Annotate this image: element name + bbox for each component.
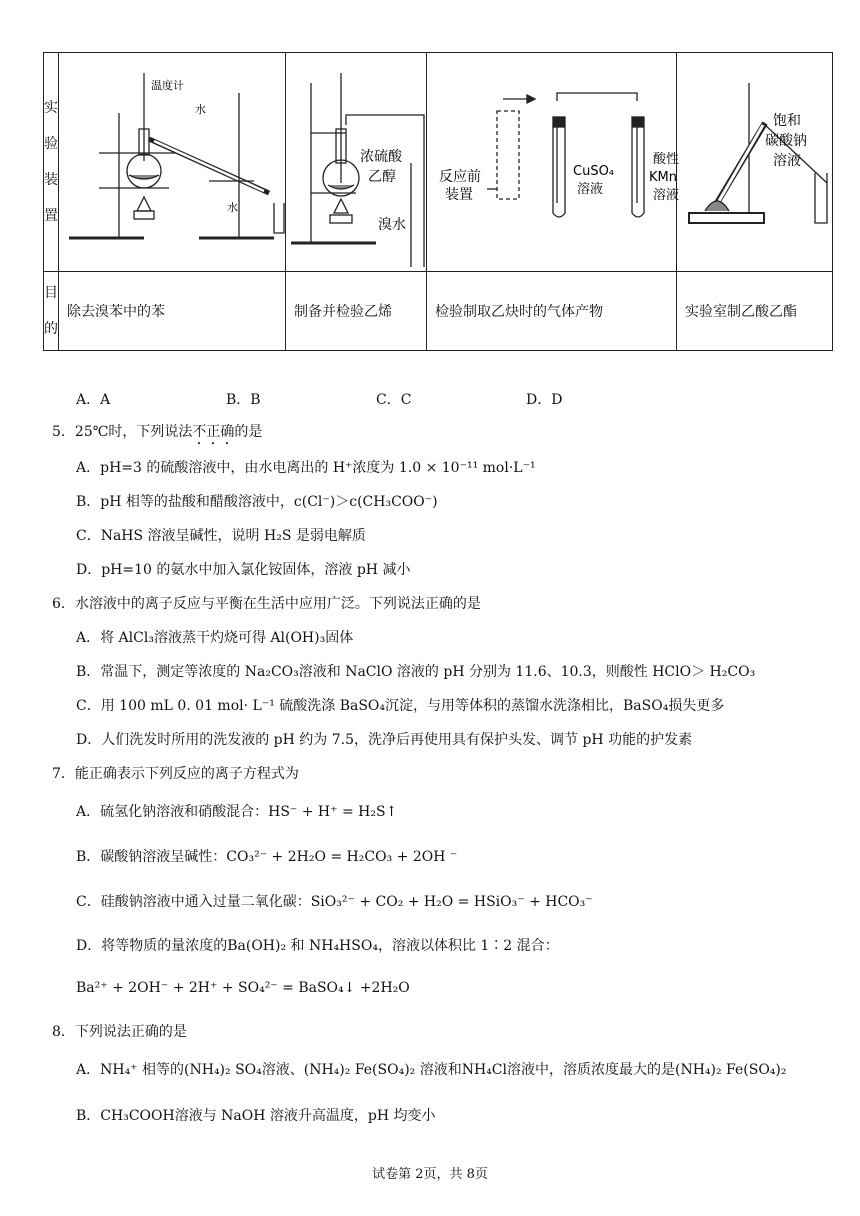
apparatus-c-cell bbox=[427, 53, 680, 272]
q4-choice-a: A．A bbox=[76, 392, 111, 408]
q7-option-a: A．硫氢化钠溶液和硝酸混合：HS⁻ + H⁺ = H₂S↑ bbox=[76, 804, 398, 820]
svg-text:装置: 装置 bbox=[445, 187, 473, 203]
svg-text:浓硫酸: 浓硫酸 bbox=[360, 149, 402, 165]
svg-text:水: 水 bbox=[227, 201, 238, 214]
q8-option-b: B．CH₃COOH溶液与 NaOH 溶液升高温度，pH 均变小 bbox=[76, 1108, 436, 1124]
row-label-apparatus: 实 验 装 置 bbox=[44, 53, 59, 272]
svg-text:溶液: 溶液 bbox=[577, 182, 604, 197]
svg-text:溶液: 溶液 bbox=[653, 188, 680, 203]
svg-text:水: 水 bbox=[195, 103, 206, 116]
purpose-c: 检验制取乙炔时的气体产物 bbox=[427, 272, 677, 351]
svg-text:KMn: KMn bbox=[649, 170, 677, 185]
apparatus-row bbox=[44, 53, 833, 272]
purpose-row bbox=[44, 272, 833, 351]
q5-option-b: B．pH 相等的盐酸和醋酸溶液中，c(Cl⁻)＞c(CH₃COO⁻) bbox=[76, 494, 438, 510]
apparatus-table bbox=[43, 52, 833, 351]
ethyl-acetate-figure bbox=[677, 53, 832, 267]
q7-option-b: B．碳酸钠溶液呈碱性：CO₃²⁻ + 2H₂O = H₂CO₃ + 2OH ⁻ bbox=[76, 849, 458, 865]
q8-option-a: A．NH₄⁺ 相等的(NH₄)₂ SO₄溶液、(NH₄)₂ Fe(SO₄)₂ 溶液和NH₄Cl溶液中，溶质浓度最大的是(NH₄)₂ Fe(SO₄)₂ bbox=[76, 1062, 787, 1078]
svg-text:饱和: 饱和 bbox=[773, 113, 801, 129]
q8-stem: 8．下列说法正确的是 bbox=[52, 1024, 187, 1040]
row-label-purpose: 目 的 bbox=[44, 272, 59, 351]
q4-choices bbox=[76, 389, 676, 409]
q6-stem: 6．水溶液中的离子反应与平衡在生活中应用广泛。下列说法正确的是 bbox=[52, 596, 481, 612]
q6-option-d: D．人们洗发时所用的洗发液的 pH 约为 7.5，洗净后再使用具有保护头发、调节 pH 功能的护发素 bbox=[76, 732, 693, 748]
q6-option-b: B．常温下，测定等浓度的 Na₂CO₃溶液和 NaClO 溶液的 pH 分别为 11.6、10.3，则酸性 HClO＞ H₂CO₃ bbox=[76, 664, 756, 680]
purpose-d: 实验室制乙酸乙酯 bbox=[677, 272, 833, 351]
ethylene-apparatus-figure bbox=[286, 53, 426, 267]
svg-text:溴水: 溴水 bbox=[378, 217, 406, 233]
svg-text:乙醇: 乙醇 bbox=[368, 169, 396, 185]
q6-option-c: C．用 100 mL 0. 01 mol· L⁻¹ 硫酸洗涤 BaSO₄沉淀，与用等体积的蒸馏水洗涤相比，BaSO₄损失更多 bbox=[76, 698, 725, 714]
apparatus-b-cell bbox=[286, 53, 427, 272]
apparatus-a-cell bbox=[59, 53, 286, 272]
emphasis-not-correct: 不正确 bbox=[192, 424, 235, 440]
apparatus-d-cell bbox=[677, 53, 833, 272]
svg-text:溶液: 溶液 bbox=[773, 153, 801, 169]
svg-text:温度计: 温度计 bbox=[151, 79, 184, 92]
page-footer: 试卷第 2页，共 8页 bbox=[372, 1167, 488, 1182]
q5-option-c: C．NaHS 溶液呈碱性，说明 H₂S 是弱电解质 bbox=[76, 528, 366, 544]
q7-option-d: D．将等物质的量浓度的Ba(OH)₂ 和 NH₄HSO₄，溶液以体积比 1∶2 混合： bbox=[76, 938, 559, 954]
distillation-apparatus-figure bbox=[59, 53, 285, 267]
q4-choice-b: B．B bbox=[226, 392, 261, 408]
q7-option-d-equation: Ba²⁺ + 2OH⁻ + 2H⁺ + SO₄²⁻ = BaSO₄↓ +2H₂O bbox=[76, 980, 410, 996]
q4-choice-d: D．D bbox=[526, 392, 563, 408]
svg-text:碳酸钠: 碳酸钠 bbox=[765, 133, 807, 149]
q7-option-c: C．硅酸钠溶液中通入过量二氧化碳：SiO₃²⁻ + CO₂ + H₂O = HSiO₃⁻ + HCO₃⁻ bbox=[76, 894, 593, 910]
q5-option-d: D．pH=10 的氨水中加入氯化铵固体，溶液 pH 减小 bbox=[76, 562, 411, 578]
q7-stem: 7．能正确表示下列反应的离子方程式为 bbox=[52, 766, 299, 782]
q5-stem: 5．25℃时，下列说法不正确的是 bbox=[52, 424, 263, 440]
svg-text:反应前: 反应前 bbox=[439, 169, 481, 185]
q4-choice-c: C．C bbox=[376, 392, 412, 408]
purpose-a: 除去溴苯中的苯 bbox=[59, 272, 286, 351]
acetylene-test-figure bbox=[427, 53, 680, 267]
q6-option-a: A．将 AlCl₃溶液蒸干灼烧可得 Al(OH)₃固体 bbox=[76, 630, 354, 646]
q5-option-a: A．pH=3 的硫酸溶液中，由水电离出的 H⁺浓度为 1.0 × 10⁻¹¹ mol·L⁻¹ bbox=[76, 460, 536, 476]
purpose-b: 制备并检验乙烯 bbox=[286, 272, 427, 351]
svg-text:酸性: 酸性 bbox=[653, 152, 680, 167]
svg-text:CuSO₄: CuSO₄ bbox=[573, 164, 615, 179]
